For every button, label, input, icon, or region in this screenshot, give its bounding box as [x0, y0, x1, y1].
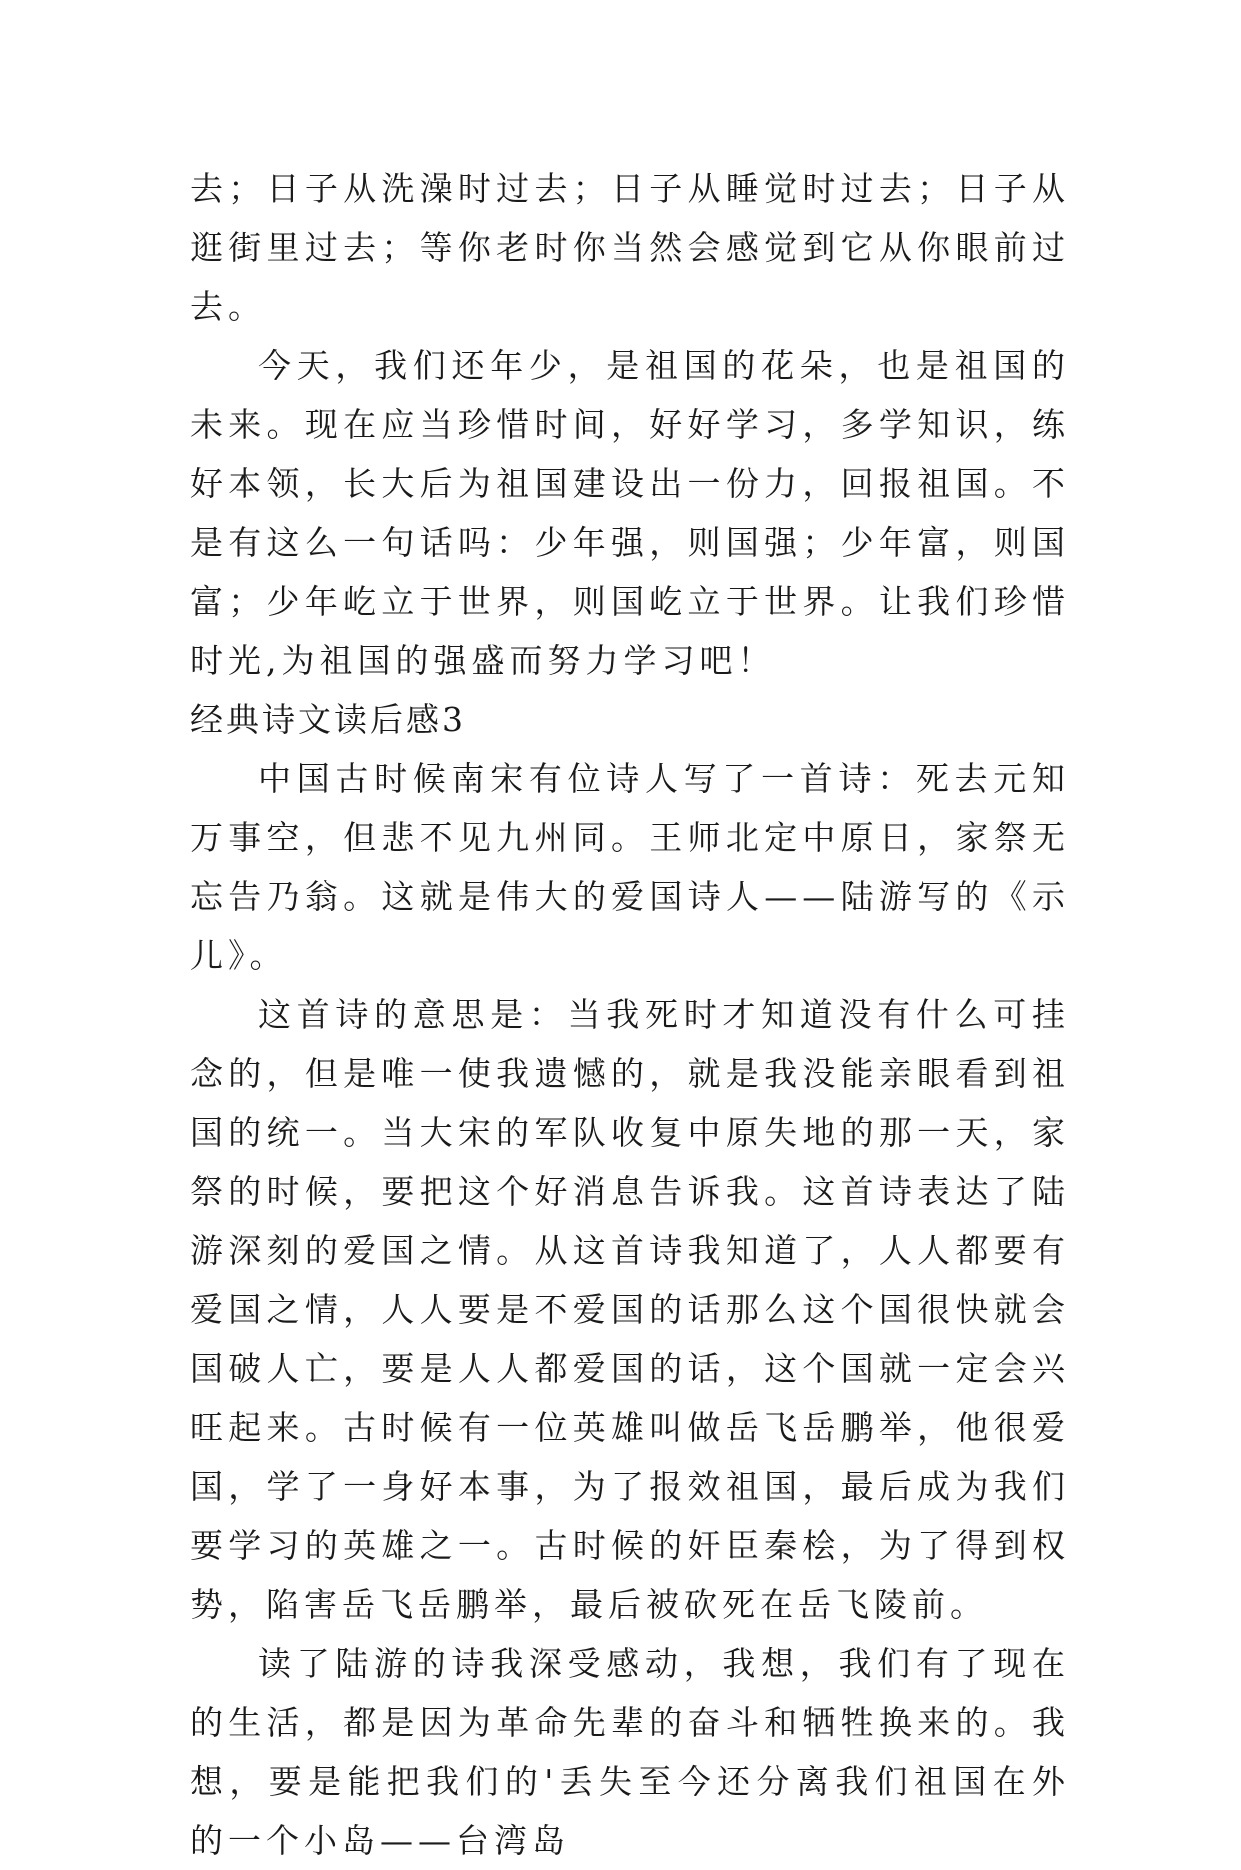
document-body	[190, 159, 1070, 1870]
paragraph: 中国古时候南宋有位诗人写了一首诗：死去元知万事空，但悲不见九州同。王师北定中原日，家祭无忘告乃翁。这就是伟大的爱国诗人——陆游写的《示儿》。	[190, 759, 1070, 975]
paragraph: 读了陆游的诗我深受感动，我想，我们有了现在的生活，都是因为革命先辈的奋斗和牺牲换来的。我想，要是能把我们的'丢失至今还分离我们祖国在外的一个小岛——台湾岛	[190, 1644, 1070, 1860]
section-heading: 经典诗文读后感3	[190, 700, 466, 739]
paragraph: 这首诗的意思是：当我死时才知道没有什么可挂念的，但是唯一使我遗憾的，就是我没能亲眼看到祖国的统一。当大宋的军队收复中原失地的那一天，家祭的时候，要把这个好消息告诉我。这首诗表达了陆游深刻的爱国之情。从这首诗我知道了，人人都要有爱国之情，人人要是不爱国的话那么这个国很快就会国破人亡，要是人人都爱国的话，这个国就一定会兴旺起来。古时候有一位英雄叫做岳飞岳鹏举，他很爱国，学了一身好本事，为了报效祖国，最后成为我们要学习的英雄之一。古时候的奸臣秦桧，为了得到权势，陷害岳飞岳鹏举，最后被砍死在岳飞陵前。	[190, 995, 1070, 1624]
paragraph-continuation: 去；日子从洗澡时过去；日子从睡觉时过去；日子从逛街里过去；等你老时你当然会感觉到它从你眼前过去。	[190, 169, 1070, 326]
paragraph: 今天，我们还年少，是祖国的花朵，也是祖国的未来。现在应当珍惜时间，好好学习，多学知识，练好本领，长大后为祖国建设出一份力，回报祖国。不是有这么一句话吗：少年强，则国强；少年富，则国富；少年屹立于世界，则国屹立于世界。让我们珍惜时光,为祖国的强盛而努力学习吧！	[190, 346, 1070, 680]
